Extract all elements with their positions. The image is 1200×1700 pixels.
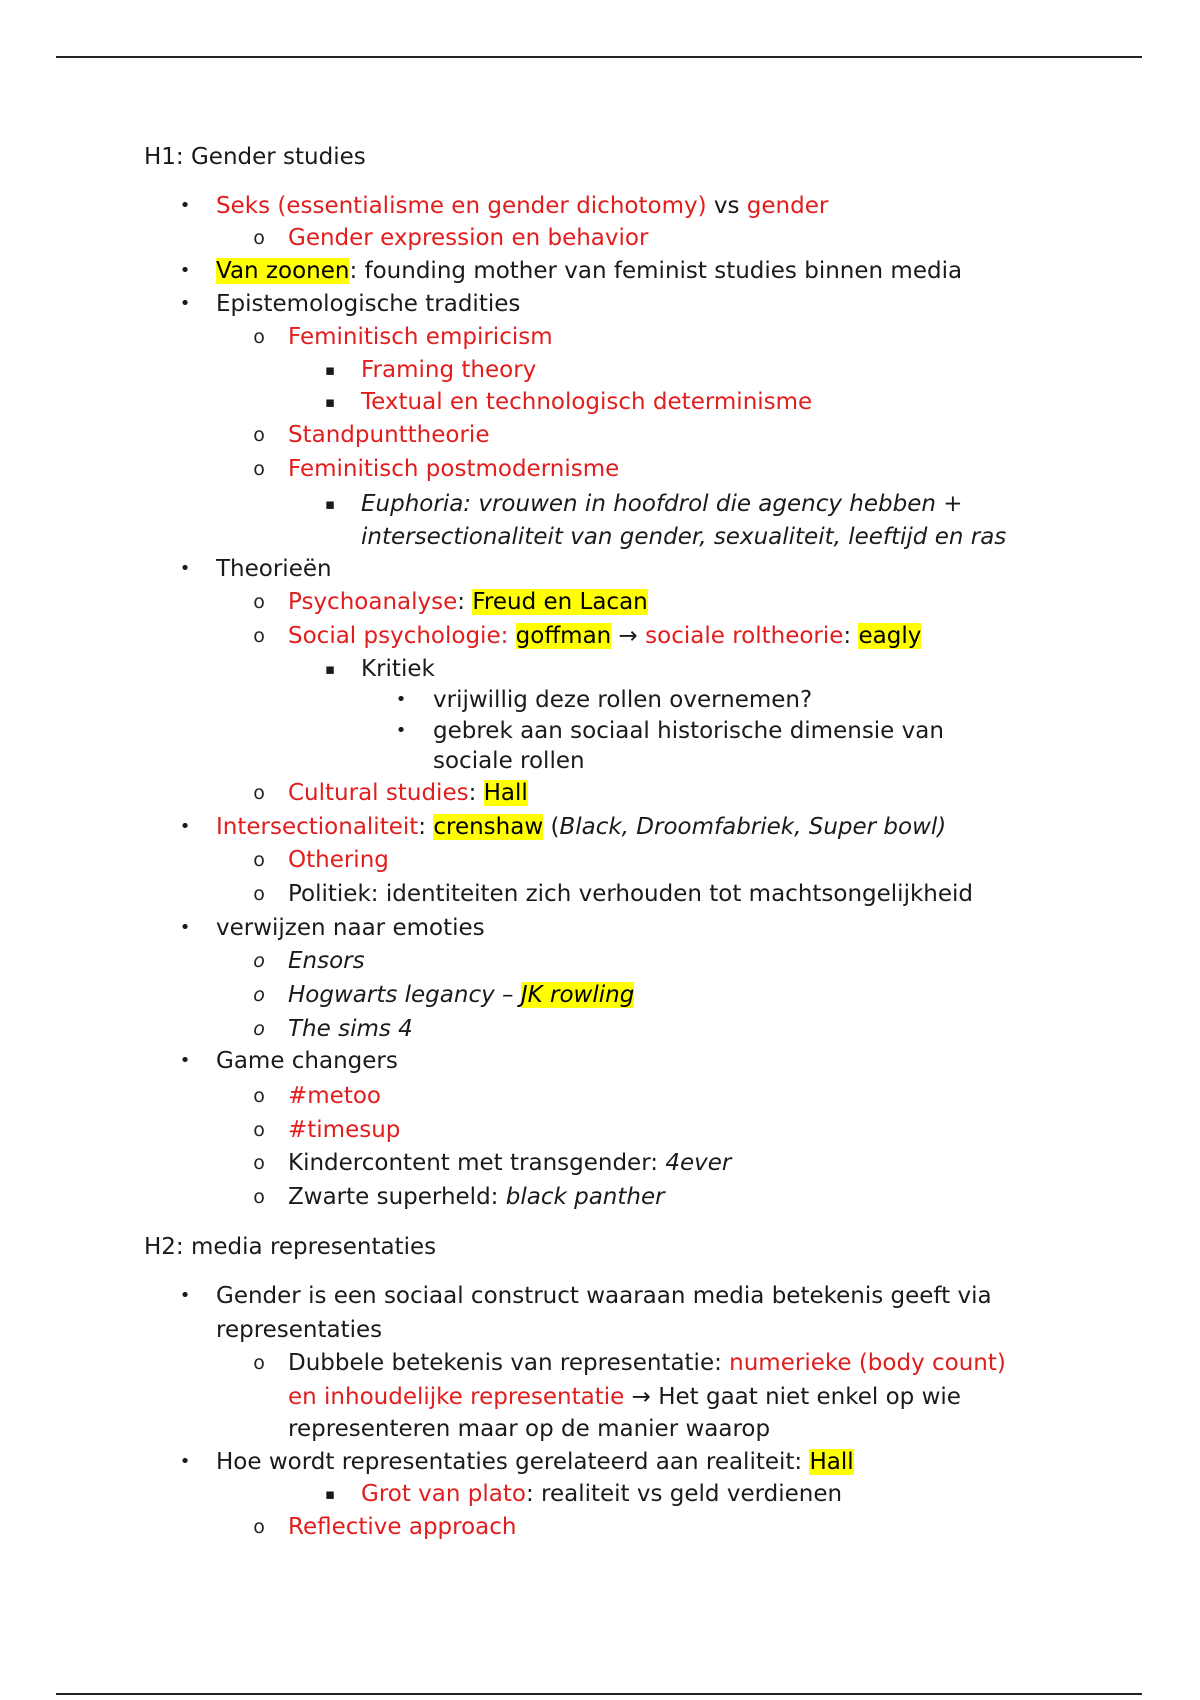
- term-textual: Textual en technologisch determinisme: [361, 389, 813, 415]
- term-social-psych: Social psychologie:: [288, 623, 516, 649]
- disc-bullet: •: [179, 917, 191, 938]
- circle-bullet: o: [253, 625, 265, 647]
- disc-bullet: •: [395, 689, 407, 710]
- colon-text: :: [843, 623, 859, 649]
- square-bullet: ▪: [324, 393, 336, 411]
- highlight-crenshaw: crenshaw: [433, 814, 544, 840]
- circle-bullet: o: [253, 1186, 265, 1208]
- circle-bullet: o: [253, 424, 265, 446]
- dubbele-text: Dubbele betekenis van representatie:: [288, 1350, 730, 1376]
- epistemologische-text: Epistemologische tradities: [216, 291, 521, 317]
- disc-bullet: •: [179, 1451, 191, 1472]
- politiek-text: Politiek: identiteiten zich verhouden tot machtsongelijkheid: [288, 881, 974, 907]
- circle-bullet: o: [253, 1018, 265, 1040]
- term-postmodernisme: Feminitisch postmodernisme: [288, 456, 620, 482]
- game-changers-text: Game changers: [216, 1048, 398, 1074]
- term-fem-empiricism: Feminitisch empiricism: [288, 324, 553, 350]
- disc-bullet: •: [179, 1285, 191, 1306]
- top-rule: [56, 56, 1142, 58]
- disc-bullet: •: [179, 260, 191, 281]
- term-intersectionaliteit: Intersectionaliteit: [216, 814, 419, 840]
- highlight-hall: Hall: [483, 780, 528, 806]
- term-inhoudelijke: en inhoudelijke representatie: [288, 1384, 625, 1410]
- square-bullet: ▪: [324, 1485, 336, 1503]
- fourever-text: 4ever: [665, 1150, 732, 1176]
- crenshaw-examples: Black, Droomfabriek, Super bowl): [559, 814, 947, 840]
- term-metoo: #metoo: [288, 1083, 381, 1109]
- term-gender: gender: [746, 193, 829, 219]
- hogwarts-text: Hogwarts legancy –: [288, 982, 521, 1008]
- circle-bullet: o: [253, 1119, 265, 1141]
- term-cultural: Cultural studies: [288, 780, 469, 806]
- disc-bullet: •: [395, 720, 407, 741]
- euphoria-line-2: intersectionaliteit van gender, sexualiteit, leeftijd en ras: [361, 524, 1007, 550]
- colon-text: :: [468, 780, 484, 806]
- term-sociale-rol: sociale roltheorie: [645, 623, 844, 649]
- disc-bullet: •: [179, 816, 191, 837]
- highlight-eagly: eagly: [858, 623, 922, 649]
- vs-text: vs: [706, 193, 747, 219]
- colon-text: :: [418, 814, 434, 840]
- black-panther-text: black panther: [505, 1184, 665, 1210]
- square-bullet: ▪: [324, 660, 336, 678]
- circle-bullet: o: [253, 950, 265, 972]
- kindercontent-text: Kindercontent met transgender:: [288, 1150, 666, 1176]
- hoe-wordt-text: Hoe wordt representaties gerelateerd aan realiteit:: [216, 1449, 810, 1475]
- term-reflective: Reflective approach: [288, 1514, 517, 1540]
- term-framing-theory: Framing theory: [361, 357, 537, 383]
- circle-bullet: o: [253, 782, 265, 804]
- arrow-continuation: → Het gaat niet enkel op wie: [624, 1384, 961, 1410]
- colon-text: :: [457, 589, 473, 615]
- gebrek-line-1: gebrek aan sociaal historische dimensie van: [433, 718, 944, 744]
- circle-bullet: o: [253, 326, 265, 348]
- square-bullet: ▪: [324, 361, 336, 379]
- disc-bullet: •: [179, 558, 191, 579]
- kritiek-text: Kritiek: [361, 656, 435, 682]
- circle-bullet: o: [253, 227, 265, 249]
- disc-bullet: •: [179, 195, 191, 216]
- arrow-text: →: [611, 623, 646, 649]
- construct-line-2: representaties: [216, 1317, 383, 1343]
- bottom-rule: [56, 1693, 1142, 1695]
- circle-bullet: o: [253, 1352, 265, 1374]
- circle-bullet: o: [253, 458, 265, 480]
- highlight-freud: Freud en Lacan: [472, 589, 648, 615]
- emoties-text: verwijzen naar emoties: [216, 915, 485, 941]
- term-standpunt: Standpunttheorie: [288, 422, 490, 448]
- sims-text: The sims 4: [288, 1016, 413, 1042]
- disc-bullet: •: [179, 1050, 191, 1071]
- euphoria-line-1: Euphoria: vrouwen in hoofdrol die agency hebben +: [361, 491, 963, 517]
- circle-bullet: o: [253, 984, 265, 1006]
- h2-heading: H2: media representaties: [144, 1234, 437, 1260]
- highlight-goffman: goffman: [515, 623, 612, 649]
- van-zoonen-description: : founding mother van feminist studies binnen media: [349, 258, 963, 284]
- term-timesup: #timesup: [288, 1117, 401, 1143]
- term-seks: Seks (essentialisme en gender dichotomy): [216, 193, 707, 219]
- disc-bullet: •: [179, 293, 191, 314]
- ensors-text: Ensors: [288, 948, 365, 974]
- circle-bullet: o: [253, 591, 265, 613]
- term-grot-van-plato: Grot van plato: [361, 1481, 526, 1507]
- term-psychoanalyse: Psychoanalyse: [288, 589, 458, 615]
- grot-description: : realiteit vs geld verdienen: [525, 1481, 843, 1507]
- circle-bullet: o: [253, 883, 265, 905]
- term-othering: Othering: [288, 847, 389, 873]
- circle-bullet: o: [253, 1085, 265, 1107]
- h1-heading: H1: Gender studies: [144, 144, 366, 170]
- representeren-text: representeren maar op de manier waarop: [288, 1416, 771, 1442]
- zwarte-text: Zwarte superheld:: [288, 1184, 506, 1210]
- term-numerieke: numerieke (body count): [729, 1350, 1006, 1376]
- square-bullet: ▪: [324, 495, 336, 513]
- theorieen-text: Theorieën: [216, 556, 332, 582]
- highlight-jk-rowling: JK rowling: [520, 982, 635, 1008]
- highlight-van-zoonen: Van zoonen: [216, 258, 350, 284]
- term-gender-expression: Gender expression en behavior: [288, 225, 649, 251]
- circle-bullet: o: [253, 1516, 265, 1538]
- vrijwillig-text: vrijwillig deze rollen overnemen?: [433, 687, 813, 713]
- circle-bullet: o: [253, 849, 265, 871]
- circle-bullet: o: [253, 1152, 265, 1174]
- paren-open: (: [543, 814, 560, 840]
- construct-line-1: Gender is een sociaal construct waaraan media betekenis geeft via: [216, 1283, 992, 1309]
- highlight-hall: Hall: [809, 1449, 854, 1475]
- gebrek-line-2: sociale rollen: [433, 748, 585, 774]
